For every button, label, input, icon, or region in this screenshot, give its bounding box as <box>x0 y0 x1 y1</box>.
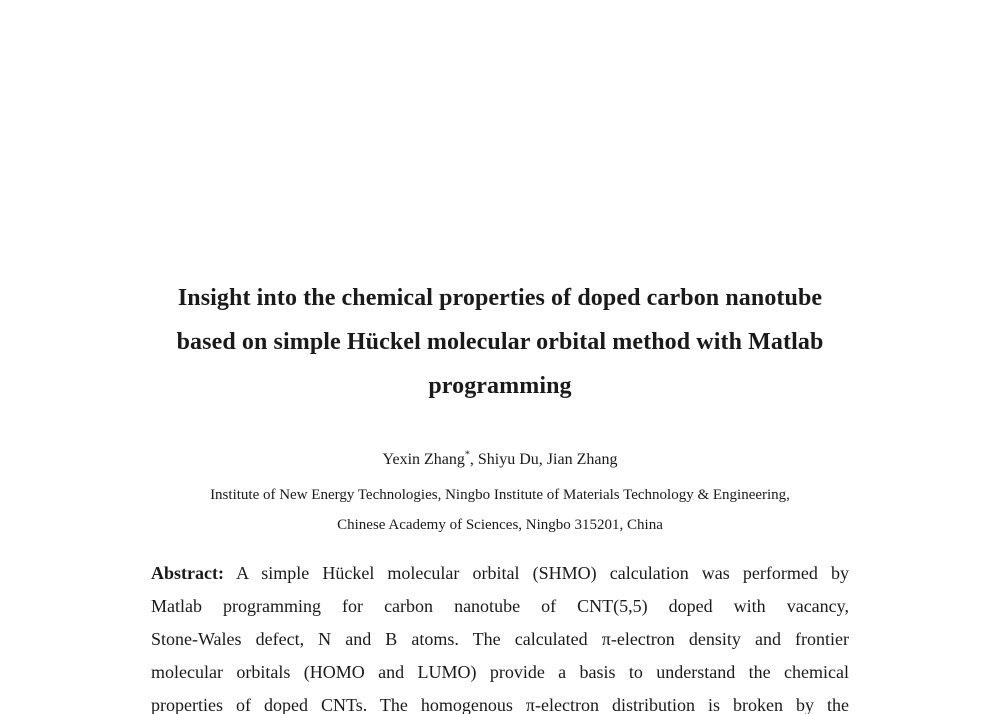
abstract-label: Abstract: <box>151 563 224 583</box>
author-list <box>0 450 1000 470</box>
abstract-first-line-text: A simple Hückel molecular orbital (SHMO) calculation was performed by <box>236 563 849 583</box>
affiliation <box>0 480 1000 540</box>
paper-title <box>120 276 880 408</box>
abstract-line-3: Stone-Wales defect, N and B atoms. The calculated π-electron density and frontier <box>151 629 849 649</box>
abstract <box>151 557 849 714</box>
author-first: Yexin Zhang <box>382 451 465 468</box>
title-line-3: programming <box>428 373 572 399</box>
abstract-line-2: Matlab programming for carbon nanotube of CNT(5,5) doped with vacancy, <box>151 596 849 616</box>
abstract-line-5: properties of doped CNTs. The homogenous π-electron distribution is broken by the <box>151 695 849 714</box>
author-rest: , Shiyu Du, Jian Zhang <box>469 451 618 468</box>
abstract-line-1 <box>151 557 849 590</box>
affiliation-line-2: Chinese Academy of Sciences, Ningbo 315201, China <box>337 517 663 533</box>
title-line-1: Insight into the chemical properties of doped carbon nanotube <box>177 285 823 311</box>
title-line-2: based on simple Hückel molecular orbital method with Matlab <box>176 329 824 355</box>
affiliation-line-1: Institute of New Energy Technologies, Ningbo Institute of Materials Technology & Engineering, <box>210 487 790 503</box>
corresponding-author-mark: * <box>464 449 470 461</box>
abstract-line-4: molecular orbitals (HOMO and LUMO) provide a basis to understand the chemical <box>151 662 849 682</box>
